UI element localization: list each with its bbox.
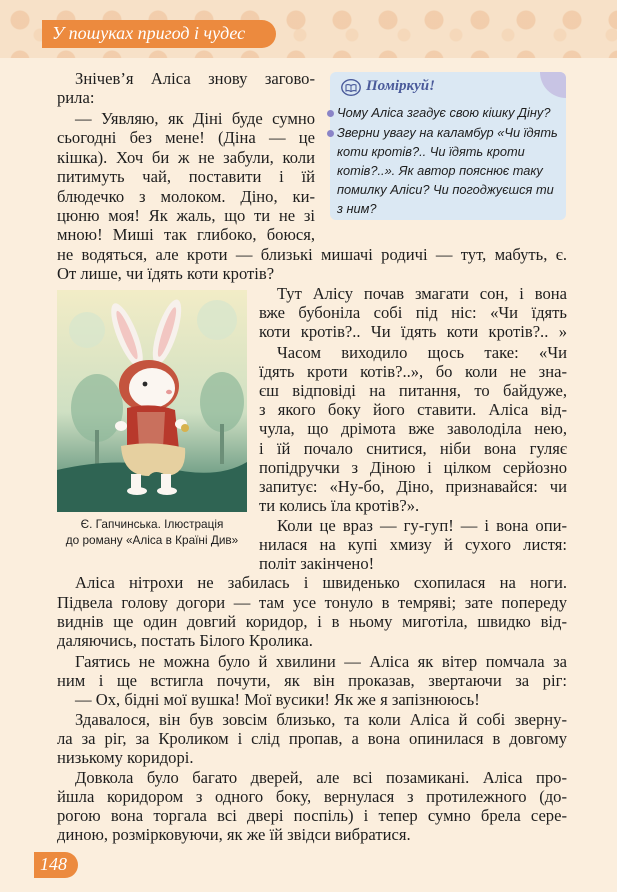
text-line: кішка). Хоч би ж не забули, коли: [57, 148, 315, 167]
text-line: ним і ще встигла почути, як він проказав, звертаючи за ріг:: [57, 671, 567, 690]
bullet-icon: [327, 130, 334, 137]
text-line: диною, розмірковуючи, як же їй звідси вибратися.: [57, 825, 411, 844]
text-line: питимуть чай, поставити і їй: [57, 167, 315, 186]
text-line: Тут Алісу почав змагати сон, і вона: [277, 284, 567, 303]
text-line: чула, що дрімота вже заволоділа нею,: [259, 419, 567, 438]
text-line: блюдечко з молоком. Діно, ки-: [57, 187, 315, 206]
section-title: У пошуках пригод і чудес: [52, 23, 246, 43]
text-line: Аліса нітрохи не забилась і швиденько схопилася на ноги.: [75, 573, 567, 592]
text-line: сьогодні без мене! (Діна — це: [57, 128, 315, 147]
text-line: вже бубоніла собі під ніс: «Чи їдять: [259, 303, 567, 322]
text-line: нилася на купі хмизу й сухого листя:: [259, 535, 567, 554]
text-line: не водяться, але кроти — близькі мишачі родичі — тут, мабуть, є.: [57, 245, 567, 264]
text-line: коти кротів?.. Чи їдять коти кротів?.. »: [259, 322, 567, 341]
text-line: з якого боку його ставити. Аліса від-: [259, 400, 567, 419]
text-line: єш відповіді на питання, то байдуже,: [259, 381, 567, 400]
text-line: Гаятись не можна було й хвилини — Аліса як вітер помчала за: [75, 652, 567, 671]
text-line: їдять кроти котів?..», бо коли не зна-: [259, 362, 567, 381]
illustration-caption: до роману «Аліса в Країні Див»: [65, 533, 239, 547]
text-line: Здавалося, він був зовсім близько, та коли Аліса й собі зверну-: [75, 710, 567, 729]
page-number: 148: [40, 854, 67, 874]
text-line: Знічев’я Аліса знову загово-: [75, 69, 315, 88]
question-text: з ним?: [337, 201, 377, 216]
question-text: котів?..». Як автор пояснює таку: [337, 163, 543, 178]
open-book-icon: [341, 79, 361, 96]
bullet-icon: [327, 110, 334, 117]
text-line: політ закінчено!: [259, 554, 375, 573]
text-line: Підвела голову догори — там усе тонуло в темряві; зате попереду: [57, 593, 567, 612]
text-line: Довкола було багато дверей, але всі позамикані. Аліса про-: [75, 768, 567, 787]
text-line: запитує: «Ну-бо, Діно, признавайся: чи: [259, 477, 567, 496]
text-line: Часом виходило щось таке: «Чи: [277, 343, 567, 362]
question-text: коти кротів?.. Чи їдять кроти: [337, 144, 525, 159]
think-title: Поміркуй!: [366, 78, 435, 94]
text-line: рила:: [57, 88, 95, 107]
text-line: йшла коридором з одного боку, вернулася з протилежного (до-: [57, 787, 567, 806]
text-line: От лише, чи їдять коти кротів?: [57, 264, 275, 283]
white-rabbit-illustration: [57, 290, 247, 512]
text-line: виднів ще один довгий коридор, і в ньому миготіла, швидко від-: [57, 612, 567, 631]
text-line: — Ох, бідні мої вушка! Мої вусики! Як же я запізнююсь!: [75, 690, 480, 709]
text-line: — Уявляю, як Діні буде сумно: [75, 109, 315, 128]
text-line: мною! Миші так глибоко, боюся,: [57, 225, 315, 244]
question-text: Зверни увагу на каламбур «Чи їдять: [337, 125, 558, 140]
text-line: низькому коридорі.: [57, 748, 194, 767]
illustration-caption: Є. Гапчинська. Ілюстрація: [80, 517, 224, 531]
question-text: помилку Аліси? Чи погоджуєшся ти: [337, 182, 554, 197]
question-text: Чому Аліса згадує свою кішку Діну?: [337, 105, 551, 120]
text-line: і їй почало снитися, ніби вона гуляє: [259, 439, 567, 458]
text-line: даляючись, постать Білого Кролика.: [57, 631, 313, 650]
text-line: цюню моя! Як жаль, що ти не зі: [57, 206, 315, 225]
text-line: ти колись їла кротів?».: [259, 496, 420, 515]
text-line: ла за ріг, за Кроликом і слід пропав, а вона опинилася в довгому: [57, 729, 567, 748]
text-line: рогою вона торгала всі двері поспіль) і тепер сумно брела сере-: [57, 806, 567, 825]
box-corner-decoration: [540, 72, 566, 98]
text-line: Коли це враз — гу-гуп! — і вона опи-: [277, 516, 567, 535]
text-line: попідручки з Діною і цілком серйозно: [259, 458, 567, 477]
